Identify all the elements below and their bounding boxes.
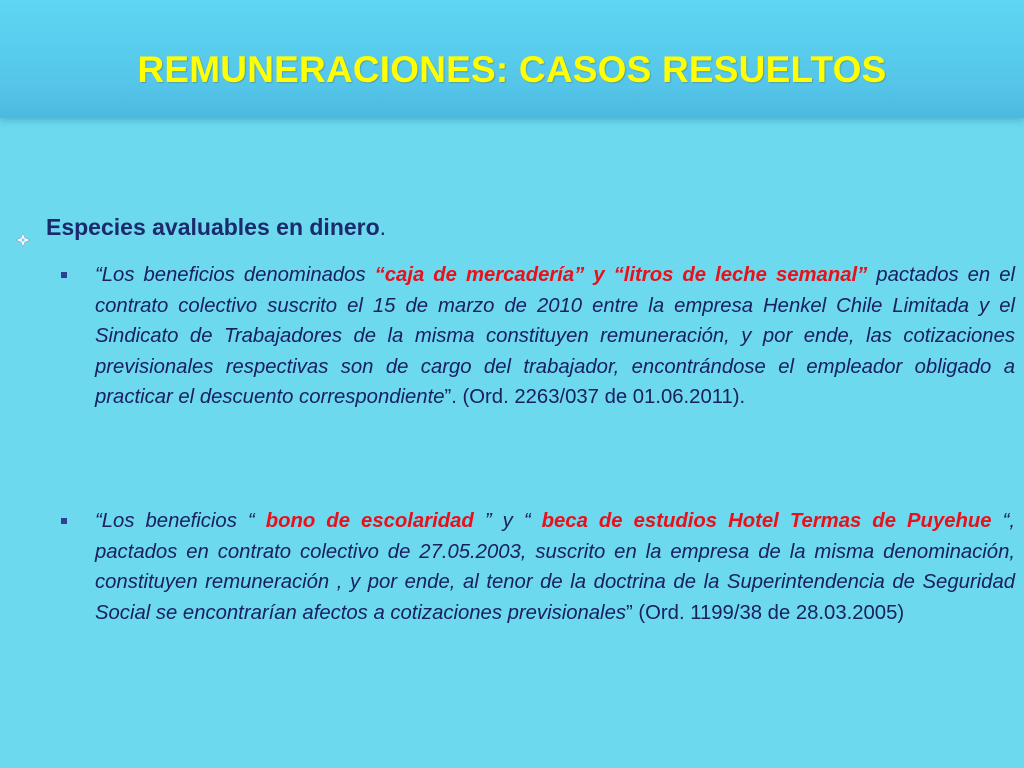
case-text-part: “, pactados en contrato colectivo de 27.05.2003, suscrito en la empresa de la misma denominación, constituyen remuneración , y por ende, al tenor de la doctrina de la Superintendencia de Seguridad Social se encontrarían afectos a cotizaciones previsionales [95, 510, 1016, 624]
square-bullet-icon [61, 272, 67, 278]
slide-title: REMUNERACIONES: CASOS RESUELTOS [137, 49, 887, 90]
case-item-text [95, 506, 1015, 628]
case-citation: ”. (Ord. 2263/037 de 01.06.2011). [444, 386, 746, 408]
case-citation: ” (Ord. 1199/38 de 28.03.2005) [626, 601, 905, 624]
case-highlight: beca de estudios Hotel Termas de Puyehue [541, 510, 992, 532]
case-text-part: ” y “ [473, 510, 542, 532]
bullet-heading-text [46, 210, 386, 244]
square-bullet-icon [61, 518, 67, 524]
case-text-part: pactados en el contrato colectivo suscrito el 15 de marzo de 2010 entre la empresa Henkel Chile Limitada y el Sindicato de Trabajadores de la misma constituyen remuneración, y por ende, las cotizaciones previsionales respectivas son de cargo del trabajador, encontrándose el empleador obligado a practicar el descuento correspondiente [95, 264, 1015, 408]
bullet-heading-period: . [379, 214, 387, 240]
case-text-part: “Los beneficios denominados [95, 264, 375, 286]
case-text-part: “Los beneficios “ [95, 510, 266, 532]
diamond-bullet-icon [16, 222, 30, 236]
case-item-text [95, 260, 1015, 413]
bullet-heading-bold: Especies avaluables en dinero [46, 214, 380, 240]
case-highlight: “caja de mercadería” y “litros de leche semanal” [374, 264, 868, 286]
case-highlight: bono de escolaridad [265, 510, 474, 532]
